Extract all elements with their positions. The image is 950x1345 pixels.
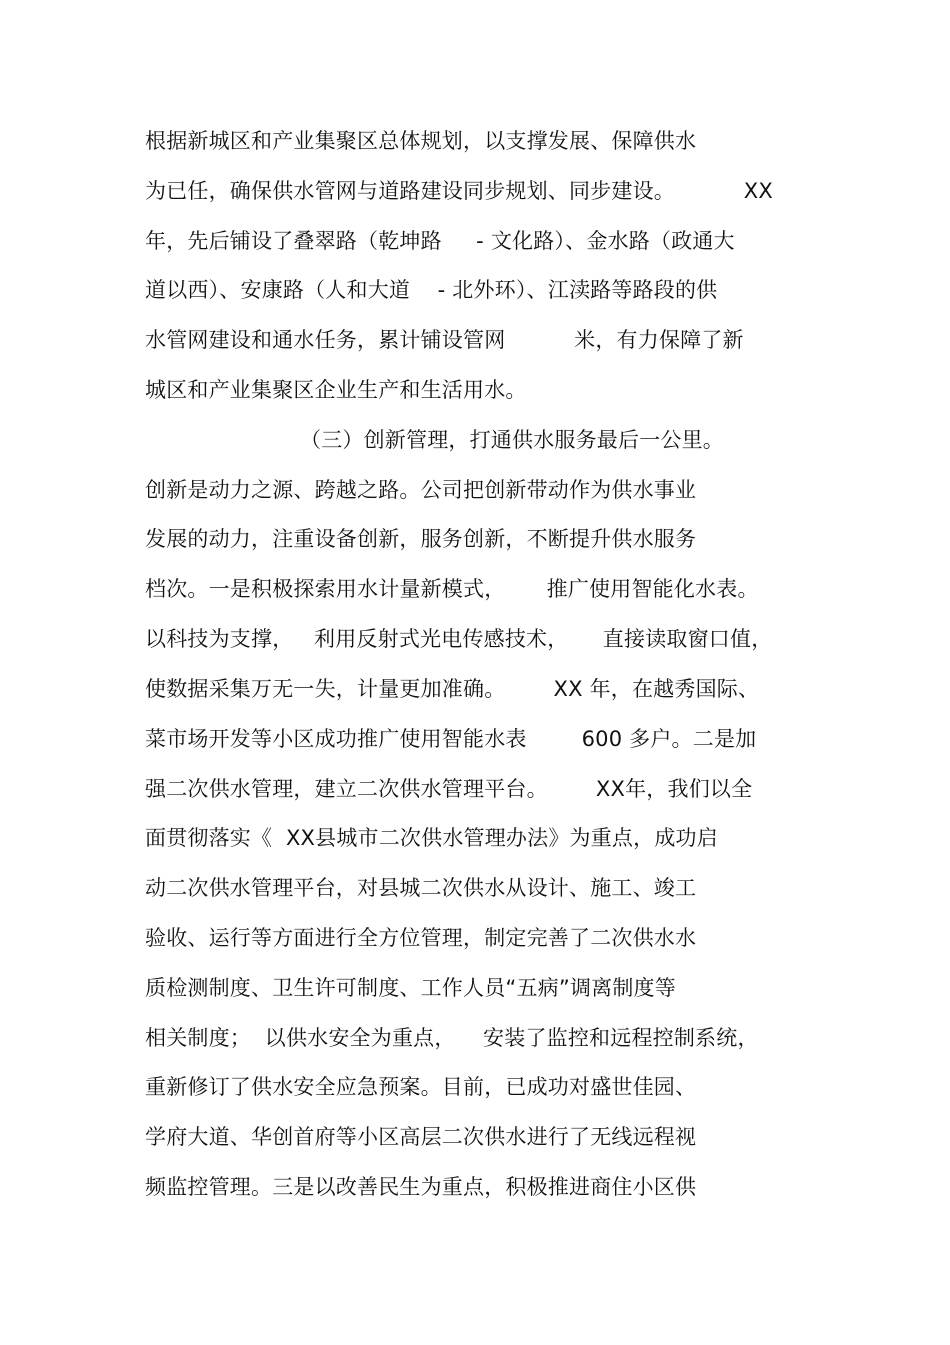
paragraph-line: 以科技为支撑， 利用反射式光电传感技术， 直接读取窗口值， [145,627,773,651]
paragraph-line: 发展的动力，注重设备创新，服务创新，不断提升供水服务 [145,527,697,551]
paragraph-line: 道以西）、安康路（人和大道 - 北外环）、江渎路等路段的供 [145,278,718,302]
paragraph-line: 年，先后铺设了叠翠路（乾坤路 - 文化路）、金水路（政通大 [145,229,735,253]
paragraph-line: 根据新城区和产业集聚区总体规划，以支撑发展、保障供水 [145,129,697,153]
paragraph-line: 档次。一是积极探索用水计量新模式， 推广使用智能化水表。 [145,577,759,601]
paragraph-line: 学府大道、华创首府等小区高层二次供水进行了无线远程视 [145,1125,697,1149]
paragraph-line: 质检测制度、卫生许可制度、工作人员“五病”调离制度等 [145,976,676,1000]
paragraph-line: 菜市场开发等小区成功推广使用智能水表 600 多户。二是加 [145,727,757,751]
paragraph-line: 重新修订了供水安全应急预案。目前，已成功对盛世佳园、 [145,1075,697,1099]
paragraph-line: 为已任，确保供水管网与道路建设同步规划、同步建设。 XX [145,179,773,203]
section-heading: （三）创新管理，打通供水服务最后一公里。 [300,428,724,452]
paragraph-line: 频监控管理。三是以改善民生为重点，积极推进商住小区供 [145,1175,697,1199]
paragraph-line: 城区和产业集聚区企业生产和生活用水。 [145,378,527,402]
paragraph-line: 使数据采集万无一失，计量更加准确。 XX 年，在越秀国际、 [145,677,760,701]
paragraph-line: 动二次供水管理平台，对县城二次供水从设计、施工、竣工 [145,876,697,900]
paragraph-line: 强二次供水管理，建立二次供水管理平台。 XX年，我们以全 [145,777,753,801]
paragraph-line: 面贯彻落实《 XX县城市二次供水管理办法》为重点，成功启 [145,826,718,850]
paragraph-line: 创新是动力之源、跨越之路。公司把创新带动作为供水事业 [145,478,697,502]
paragraph-line: 验收、运行等方面进行全方位管理，制定完善了二次供水水 [145,926,697,950]
paragraph-line: 相关制度； 以供水安全为重点， 安装了监控和远程控制系统， [145,1026,759,1050]
paragraph-line: 水管网建设和通水任务，累计铺设管网 米，有力保障了新 [145,328,744,352]
